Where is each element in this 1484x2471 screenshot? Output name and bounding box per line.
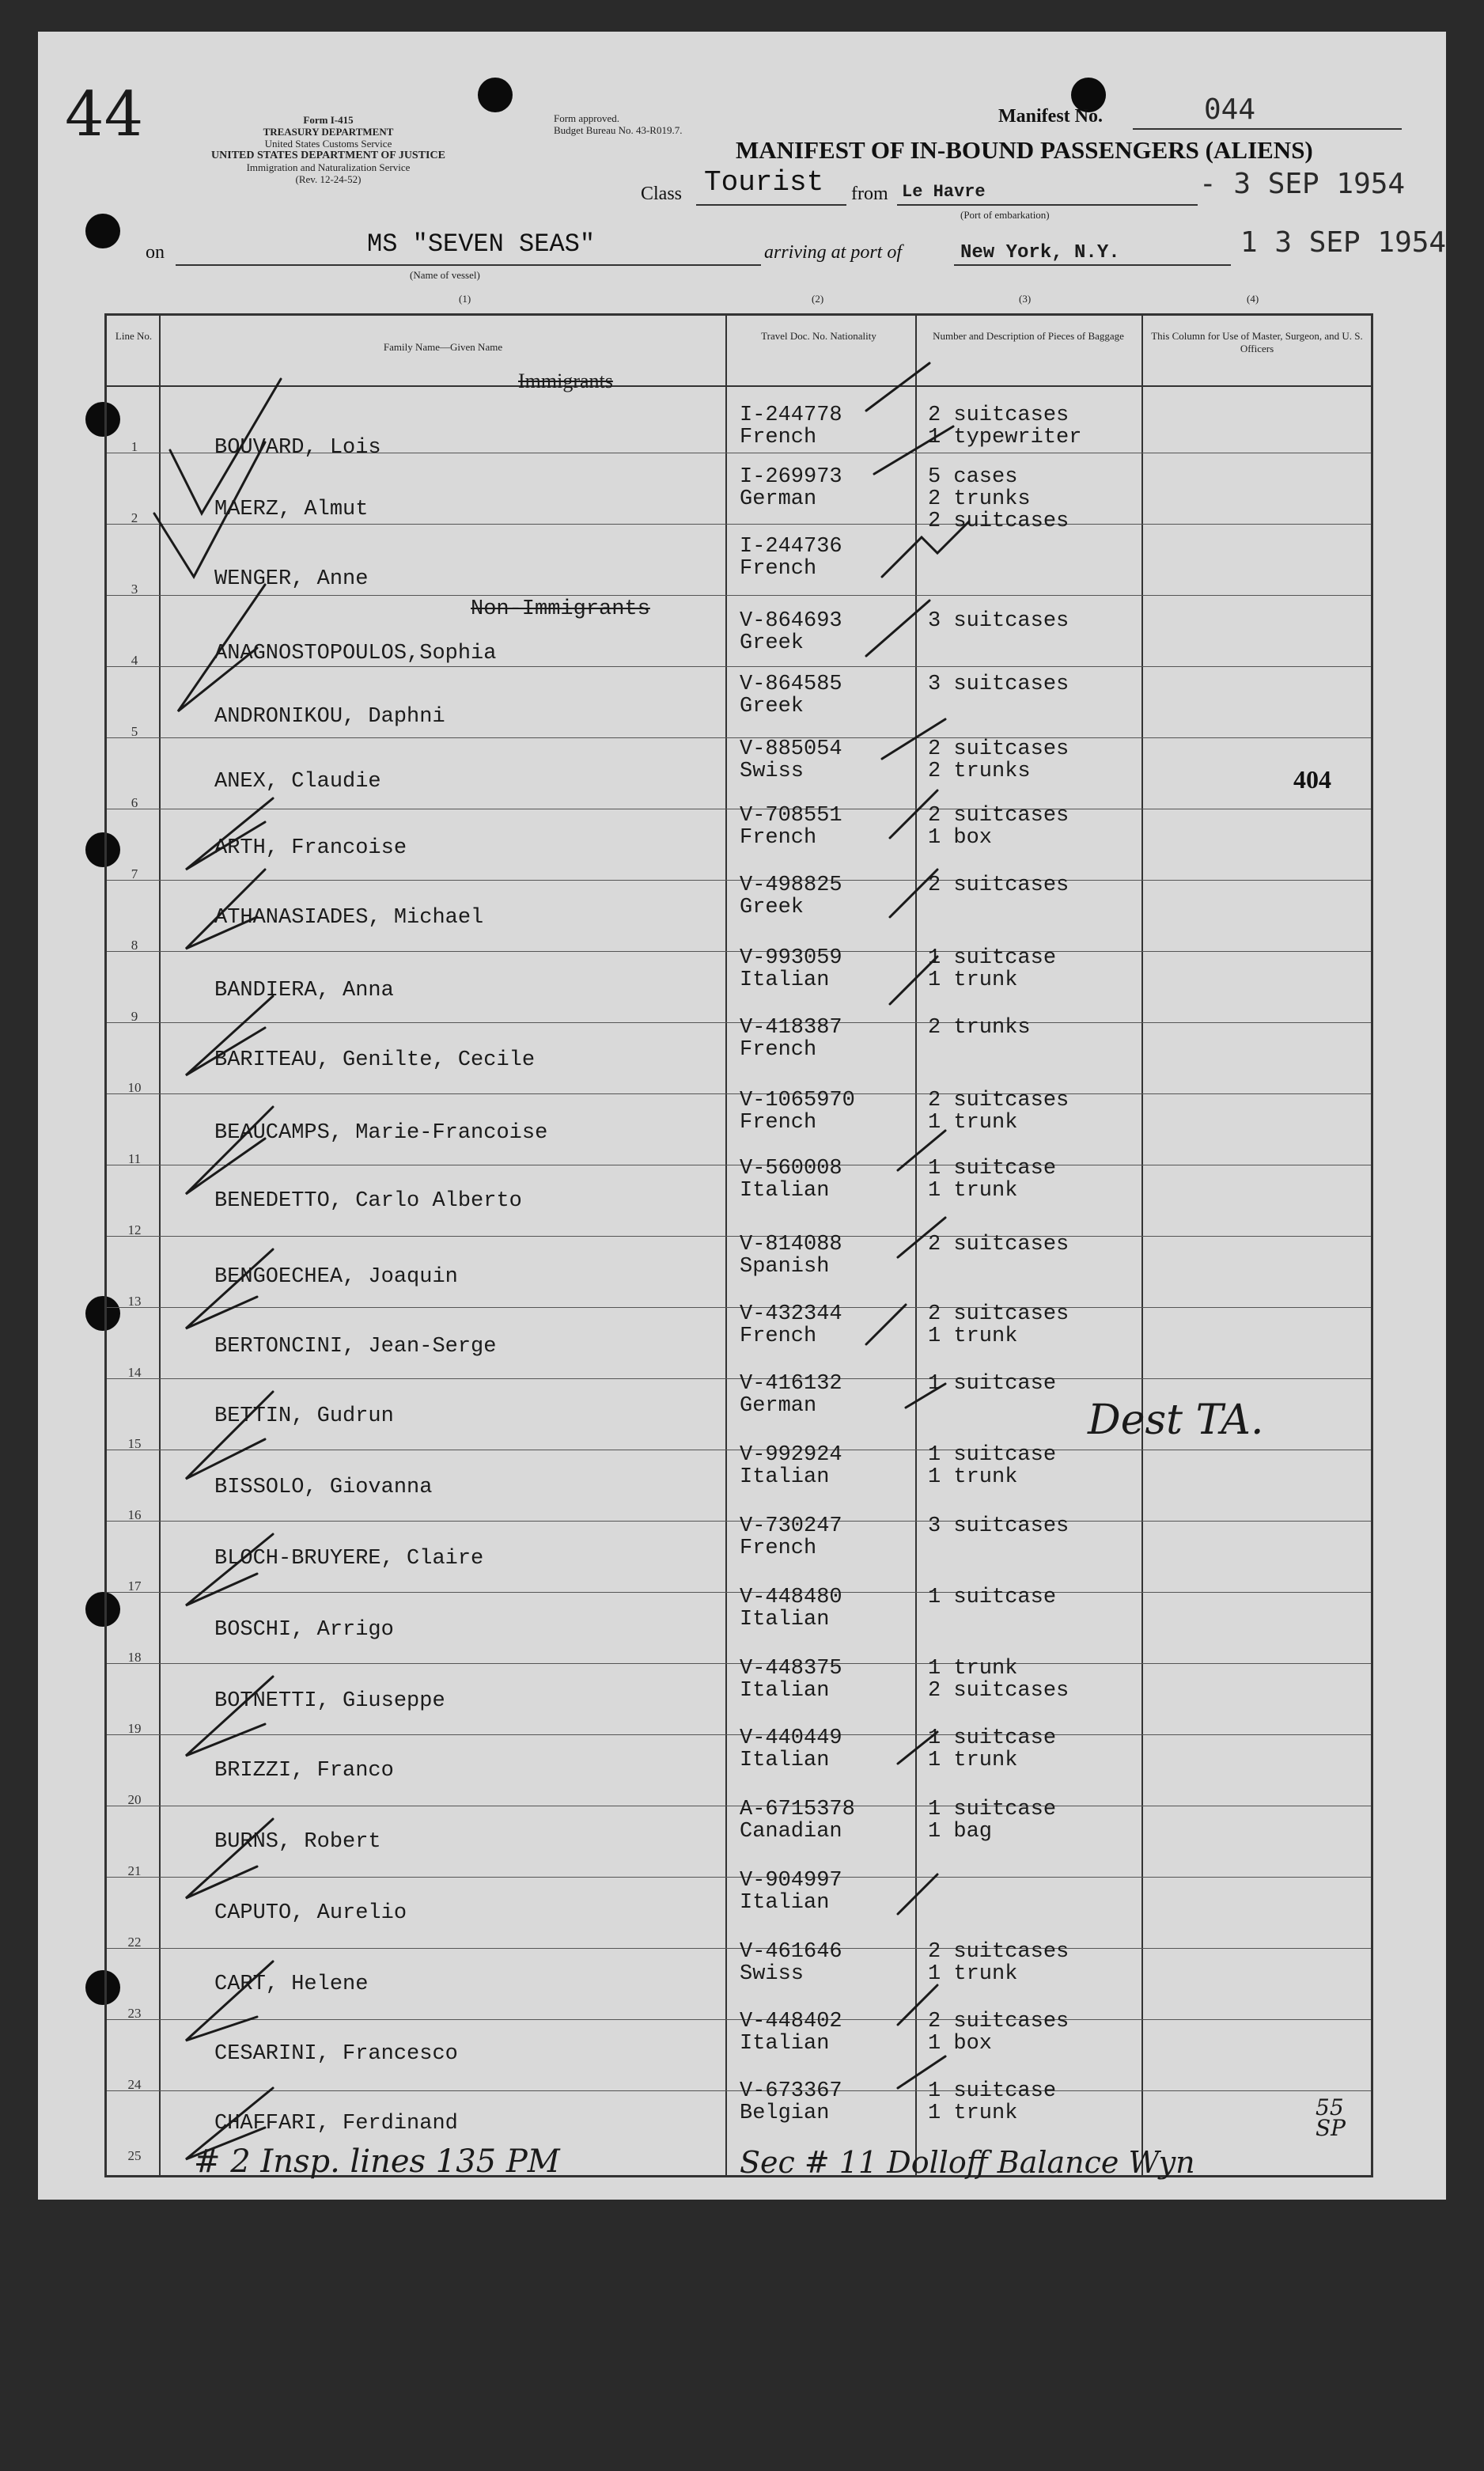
check-mark	[186, 1819, 273, 1898]
line-number: 2	[131, 510, 138, 525]
nationality: French	[740, 426, 817, 449]
travel-doc-number: V-416132	[740, 1372, 842, 1396]
passenger-name: BETTIN, Gudrun	[214, 1404, 394, 1428]
baggage-line-2: 1 trunk	[928, 1962, 1018, 1986]
nationality: Greek	[740, 631, 804, 655]
baggage-line-1: 2 suitcases	[928, 1940, 1069, 1964]
line-number: 23	[127, 2006, 142, 2021]
baggage-line-2: 1 typewriter	[928, 426, 1082, 449]
baggage-line-1: 1 suitcase	[928, 2079, 1057, 2103]
nationality: French	[740, 1038, 817, 1062]
nationality: Italian	[740, 2032, 830, 2056]
doc-check	[898, 2056, 945, 2088]
baggage-line-2: 1 trunk	[928, 968, 1018, 992]
doc-check	[882, 521, 969, 577]
baggage-line-1: 2 trunks	[928, 1016, 1031, 1040]
baggage-line-1: 1 suitcase	[928, 1586, 1057, 1609]
punch-hole	[478, 78, 513, 112]
passenger-name: ARTH, Francoise	[214, 836, 407, 860]
treasury-label: TREASURY DEPARTMENT	[263, 126, 394, 138]
travel-doc-number: V-440449	[740, 1726, 842, 1750]
travel-doc-number: A-6715378	[740, 1798, 855, 1821]
officer-column-number: 404	[1293, 765, 1331, 794]
header-baggage: Number and Description of Pieces of Baggage	[933, 330, 1124, 342]
handwritten-page-number: 44	[65, 79, 144, 150]
passenger-name: BRIZZI, Franco	[214, 1759, 394, 1783]
line-number: 20	[127, 1792, 142, 1807]
passenger-name: CHAFFARI, Ferdinand	[214, 2112, 458, 2136]
baggage-line-1: 1 suitcase	[928, 1798, 1057, 1821]
passenger-name: BURNS, Robert	[214, 1830, 381, 1854]
travel-doc-number: V-864693	[740, 609, 842, 633]
embark-caption: (Port of embarkation)	[960, 209, 1050, 221]
line-number: 15	[127, 1436, 142, 1451]
baggage-line-1: 1 suitcase	[928, 1157, 1057, 1181]
passenger-name: MAERZ, Almut	[214, 498, 369, 521]
passenger-name: BOTNETTI, Giuseppe	[214, 1689, 445, 1713]
header-name: Family Name—Given Name	[383, 341, 503, 353]
col-number-3: (3)	[1019, 293, 1032, 305]
doc-check	[866, 363, 929, 411]
vessel-name: MS "SEVEN SEAS"	[367, 229, 596, 259]
doc-check	[882, 719, 945, 759]
nationality: French	[740, 826, 817, 850]
manifest-number: 044	[1204, 93, 1256, 126]
check-mark	[186, 1961, 273, 2041]
line-number: 14	[127, 1365, 142, 1380]
passenger-name: BENGOECHEA, Joaquin	[214, 1265, 458, 1289]
nationality: Italian	[740, 1465, 830, 1489]
from-label: from	[851, 184, 888, 204]
baggage-line-2: 1 trunk	[928, 1111, 1018, 1135]
travel-doc-number: V-814088	[740, 1233, 842, 1256]
doc-check	[898, 1131, 945, 1170]
line-number: 22	[127, 1935, 142, 1950]
nationality: Greek	[740, 695, 804, 718]
arriving-label: arriving at port of	[764, 242, 903, 263]
nationality: Swiss	[740, 760, 804, 783]
check-marks-overlay	[107, 316, 1371, 2175]
doc-check	[890, 790, 937, 838]
travel-doc-number: I-244736	[740, 535, 842, 559]
baggage-line-2: 1 trunk	[928, 1465, 1018, 1489]
doc-check	[866, 601, 929, 656]
baggage-line-1: 1 suitcase	[928, 1443, 1057, 1467]
passenger-name: BERTONCINI, Jean-Serge	[214, 1335, 497, 1359]
check-mark	[186, 798, 273, 870]
travel-doc-number: V-448402	[740, 2010, 842, 2033]
baggage-line-2: 1 trunk	[928, 2101, 1018, 2125]
baggage-line-2: 1 trunk	[928, 1749, 1018, 1772]
travel-doc-number: V-560008	[740, 1157, 842, 1181]
line-number: 5	[131, 724, 138, 739]
travel-doc-number: V-708551	[740, 804, 842, 828]
nationality: German	[740, 487, 817, 511]
nationality: Italian	[740, 1679, 830, 1703]
form-approved: Form approved.	[554, 112, 620, 124]
form-number: Form I-415	[303, 114, 354, 126]
passenger-name: ANDRONIKOU, Daphni	[214, 705, 445, 729]
baggage-line-1: 3 suitcases	[928, 609, 1069, 633]
baggage-line-2: 1 box	[928, 826, 993, 850]
travel-doc-number: V-448375	[740, 1657, 842, 1681]
line-number: 7	[131, 866, 138, 881]
passenger-name: BENEDETTO, Carlo Alberto	[214, 1189, 522, 1213]
passenger-name: WENGER, Anne	[214, 567, 369, 591]
baggage-line-1: 1 trunk	[928, 1657, 1018, 1681]
form-id-block	[142, 114, 514, 185]
passenger-name: BISSOLO, Giovanna	[214, 1476, 433, 1499]
passenger-name: ANAGNOSTOPOULOS,Sophia	[214, 642, 497, 665]
nationality: Swiss	[740, 1962, 804, 1986]
baggage-line-1: 2 suitcases	[928, 737, 1069, 761]
nationality: French	[740, 1111, 817, 1135]
line-number: 13	[127, 1294, 142, 1309]
doc-check	[866, 1305, 906, 1344]
nationality: Italian	[740, 1891, 830, 1915]
baggage-line-1: 2 suitcases	[928, 874, 1069, 897]
line-number: 6	[131, 795, 138, 810]
travel-doc-number: V-498825	[740, 874, 842, 897]
baggage-line-1: 2 suitcases	[928, 1089, 1069, 1112]
arrival-date-stamp: 1 3 SEP 1954	[1240, 226, 1447, 259]
travel-doc-number: I-269973	[740, 465, 842, 489]
col-number-4: (4)	[1247, 293, 1259, 305]
passenger-name: CART, Helene	[214, 1973, 369, 1996]
baggage-line-3: 2 suitcases	[928, 510, 1069, 533]
baggage-line-1: 5 cases	[928, 465, 1018, 489]
nationality: French	[740, 1537, 817, 1560]
vessel-caption: (Name of vessel)	[410, 269, 480, 281]
travel-doc-number: V-448480	[740, 1586, 842, 1609]
header-officers: This Column for Use of Master, Surgeon, and U. S. Officers	[1151, 330, 1363, 354]
check-mark	[186, 996, 273, 1075]
manifest-no-label: Manifest No.	[998, 106, 1103, 127]
line-number: 16	[127, 1507, 142, 1522]
baggage-line-1: 2 suitcases	[928, 1302, 1069, 1326]
line-number: 25	[127, 2148, 142, 2163]
nationality: Spanish	[740, 1255, 830, 1279]
line-number: 12	[127, 1222, 142, 1237]
form-title: MANIFEST OF IN-BOUND PASSENGERS (ALIENS)	[736, 136, 1313, 164]
baggage-line-1: 1 suitcase	[928, 1726, 1057, 1750]
check-mark	[186, 1392, 273, 1479]
passenger-table	[104, 313, 1373, 2180]
doc-check	[890, 870, 937, 917]
line-number: 3	[131, 582, 138, 597]
from-port: Le Havre	[902, 182, 986, 202]
travel-doc-number: V-864585	[740, 673, 842, 696]
deferred-note: Dest TA.	[1088, 1397, 1264, 1444]
footer-note-left: # 2 Insp. lines 135 PM	[194, 2143, 560, 2180]
rev-label: (Rev. 12-24-52)	[295, 173, 362, 185]
passenger-name: ATHANASIADES, Michael	[214, 906, 484, 930]
baggage-line-2: 1 trunk	[928, 1179, 1018, 1203]
class-label: Class	[641, 184, 683, 204]
line-number: 8	[131, 938, 138, 953]
check-mark	[178, 585, 265, 711]
on-label: on	[146, 242, 165, 263]
baggage-line-2: 1 box	[928, 2032, 993, 2056]
departure-date-stamp: - 3 SEP 1954	[1199, 168, 1406, 200]
travel-doc-number: V-993059	[740, 946, 842, 970]
travel-doc-number: I-244778	[740, 404, 842, 427]
line-number: 4	[131, 653, 138, 668]
doc-check	[906, 1384, 945, 1408]
passenger-name: BEAUCAMPS, Marie-Francoise	[214, 1121, 548, 1145]
baggage-line-2: 2 trunks	[928, 487, 1031, 511]
travel-doc-number: V-432344	[740, 1302, 842, 1326]
header-line-no: Line No.	[115, 330, 153, 342]
travel-doc-number: V-673367	[740, 2079, 842, 2103]
baggage-line-2: 2 suitcases	[928, 1679, 1069, 1703]
baggage-line-1: 2 suitcases	[928, 2010, 1069, 2033]
baggage-line-2: 1 trunk	[928, 1325, 1018, 1348]
check-mark	[186, 1107, 273, 1194]
nationality: Italian	[740, 1749, 830, 1772]
doc-check	[890, 957, 937, 1004]
baggage-line-1: 1 suitcase	[928, 1372, 1057, 1396]
passenger-name: BOUVARD, Lois	[214, 436, 381, 460]
baggage-line-1: 2 suitcases	[928, 1233, 1069, 1256]
baggage-line-1: 1 suitcase	[928, 946, 1057, 970]
class-value: Tourist	[704, 166, 824, 199]
nationality: French	[740, 557, 817, 581]
passenger-name: CESARINI, Francesco	[214, 2042, 458, 2066]
check-mark	[154, 442, 265, 577]
passenger-name: BARITEAU, Genilte, Cecile	[214, 1048, 536, 1072]
check-mark	[186, 870, 265, 949]
doc-check	[898, 1218, 945, 1257]
header-doc: Travel Doc. No. Nationality	[761, 330, 876, 342]
approval-block	[554, 112, 682, 136]
doc-check	[874, 426, 953, 474]
baggage-line-2: 2 trunks	[928, 760, 1031, 783]
nationality: French	[740, 1325, 817, 1348]
footer-note-right: Sec # 11 Dolloff Balance Wyn	[740, 2145, 1195, 2180]
baggage-line-1: 2 suitcases	[928, 404, 1069, 427]
baggage-line-1: 3 suitcases	[928, 673, 1069, 696]
nationality: German	[740, 1394, 817, 1418]
justice-label: UNITED STATES DEPARTMENT OF JUSTICE	[211, 150, 445, 161]
nationality: Greek	[740, 896, 804, 919]
nationality: Italian	[740, 1179, 830, 1203]
line-number: 1	[131, 439, 138, 454]
customs-label: United States Customs Service	[264, 138, 392, 150]
travel-doc-number: V-885054	[740, 737, 842, 761]
doc-check	[898, 1874, 937, 1914]
side-mark: 55 SP	[1316, 2094, 1346, 2141]
nationality: Canadian	[740, 1820, 842, 1844]
baggage-line-1: 2 suitcases	[928, 804, 1069, 828]
passenger-name: CAPUTO, Aurelio	[214, 1901, 407, 1925]
travel-doc-number: V-992924	[740, 1443, 842, 1467]
doc-check	[898, 1732, 937, 1764]
baggage-line-2: 1 bag	[928, 1820, 993, 1844]
travel-doc-number: V-461646	[740, 1940, 842, 1964]
travel-doc-number: V-418387	[740, 1016, 842, 1040]
travel-doc-number: V-1065970	[740, 1089, 855, 1112]
passenger-name: BLOCH-BRUYERE, Claire	[214, 1547, 484, 1571]
line-number: 11	[127, 1151, 142, 1166]
check-mark	[186, 1677, 273, 1756]
budget-number: Budget Bureau No. 43-R019.7.	[554, 124, 683, 136]
line-number: 17	[127, 1578, 142, 1594]
line-number: 18	[127, 1650, 142, 1665]
line-number: 24	[127, 2077, 142, 2092]
col-number-2: (2)	[812, 293, 824, 305]
line-number: 9	[131, 1009, 138, 1024]
punch-hole	[85, 214, 120, 248]
check-mark	[186, 1249, 273, 1328]
line-number: 10	[127, 1080, 142, 1095]
nationality: Italian	[740, 1608, 830, 1632]
travel-doc-number: V-904997	[740, 1869, 842, 1893]
nationality: Italian	[740, 968, 830, 992]
passenger-name: ANEX, Claudie	[214, 770, 381, 794]
doc-check	[898, 1985, 937, 2025]
arrival-port: New York, N.Y.	[960, 242, 1120, 263]
col-number-1: (1)	[459, 293, 471, 305]
section-non-immigrants: Non-Immigrants	[471, 597, 650, 621]
line-number: 19	[127, 1721, 142, 1736]
passenger-name: BANDIERA, Anna	[214, 979, 394, 1002]
passenger-name: BOSCHI, Arrigo	[214, 1618, 394, 1642]
travel-doc-number: V-730247	[740, 1514, 842, 1538]
nationality: Belgian	[740, 2101, 830, 2125]
check-mark	[186, 1534, 273, 1605]
ins-label: Immigration and Naturalization Service	[246, 161, 411, 173]
line-number: 21	[127, 1863, 142, 1878]
section-immigrants: Immigrants	[518, 370, 613, 392]
baggage-line-1: 3 suitcases	[928, 1514, 1069, 1538]
